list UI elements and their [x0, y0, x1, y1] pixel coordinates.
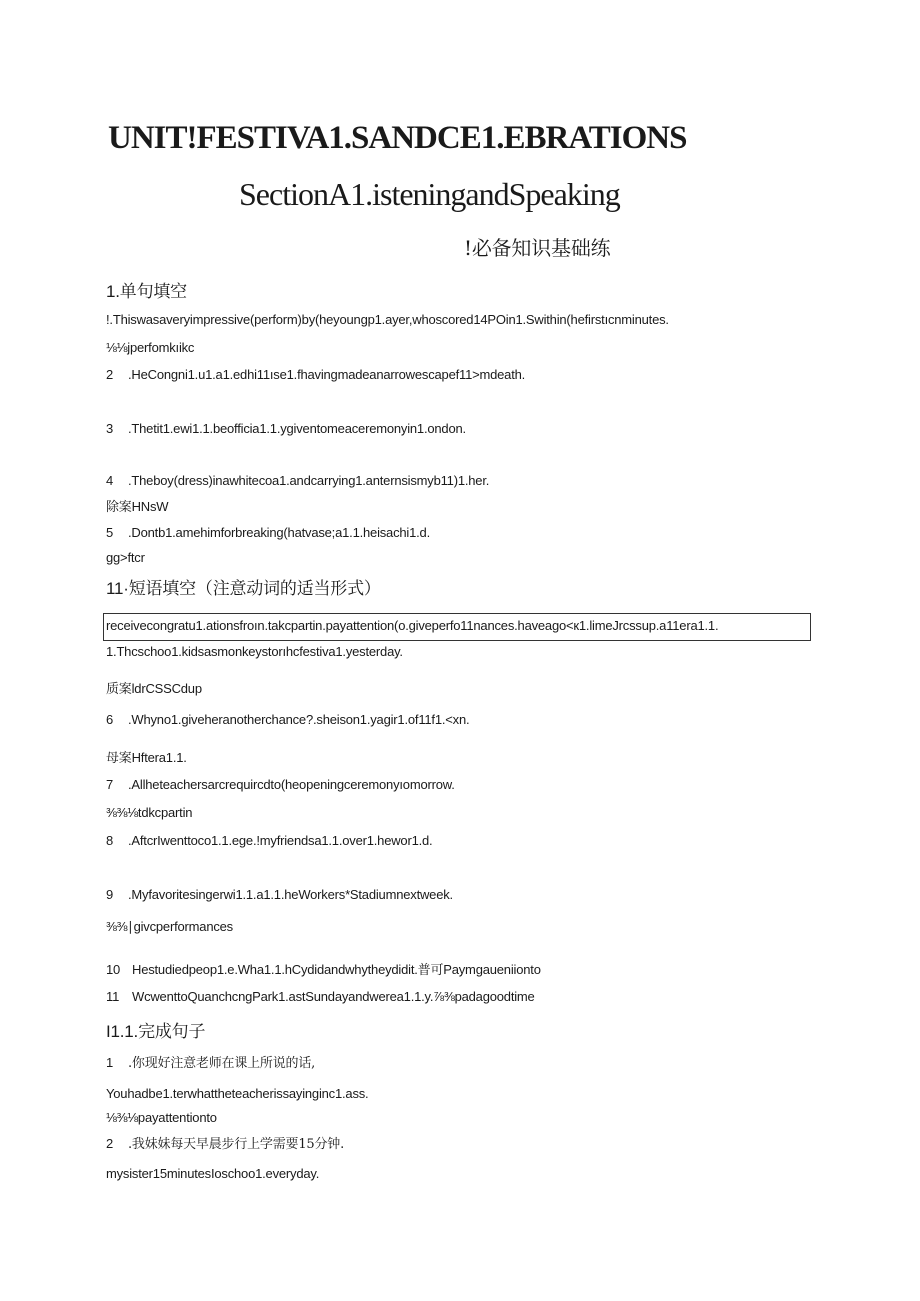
part1-item-3 [106, 421, 466, 437]
word-bank-text: receivecongratu1.ationsfroın.takcpartin.payattention(o.giveperfo11nances.haveago<к1.limeJrcssup.a11era1.1. [106, 618, 719, 633]
item-chinese: .你现好注意老师在课上所说的话, [128, 1056, 316, 1071]
part3-item-1-cn [106, 1055, 315, 1072]
item-chinese: .我妹妹每天早晨步行上学需要15分钟. [128, 1137, 345, 1152]
item-number: 7 [106, 777, 114, 792]
part3-heading: I1.1.完成句子 [106, 1022, 206, 1041]
part2-answer-6: 母案Hftera1.1. [106, 750, 187, 765]
item-text: Hestudiedpeop1.e.Wha1.1.hCydidandwhytheydidit.普可Paymgaueniionto [132, 962, 541, 977]
item-number: 11 [106, 989, 120, 1004]
item-number: 9 [106, 887, 114, 902]
part1-item-4 [106, 473, 489, 489]
part2-item-6 [106, 712, 469, 728]
item-number: 10 [106, 962, 121, 977]
sub-title: !必备知识基础练 [464, 236, 611, 260]
part2-item-7 [106, 777, 455, 793]
part2-item-8 [106, 833, 432, 849]
item-number: 6 [106, 712, 114, 727]
part3-item-1-en: Youhadbe1.terwhattheteacherissayinginc1.ass. [106, 1086, 369, 1101]
part2-answer-1: 质案ldrCSSCdup [106, 681, 202, 696]
section-title: SectionA1.isteningandSpeaking [239, 176, 620, 212]
item-text: .Whyno1.giveheranotherchance?.sheison1.yagir1.of11f1.<xn. [128, 712, 470, 727]
item-text: .AftcrIwenttoco1.1.ege.!myfriendsa1.1.over1.hewor1.d. [128, 833, 433, 848]
word-bank-box [103, 613, 811, 641]
item-number: 1 [106, 1055, 114, 1070]
part1-answer-1: ⅛⅛jperfomkıikc [106, 340, 195, 355]
part2-answer-7: ⅜⅜⅛tdkcpartin [106, 805, 193, 820]
item-number: 3 [106, 421, 114, 436]
part3-answer-1: ⅛⅜⅛payattentionto [106, 1110, 217, 1125]
item-text: .Theboy(dress)inawhitecoa1.andcarrying1.anternsismyb11)1.her. [128, 473, 490, 488]
part2-item-10 [106, 962, 541, 978]
item-text: .Myfavoritesingerwi1.1.a1.1.heWorkers*Stadiumnextweek. [128, 887, 453, 902]
unit-title: UNIT!FESTIVA1.SANDCE1.EBRATIONS [108, 120, 687, 156]
item-number: 4 [106, 473, 114, 488]
part2-item-9 [106, 887, 453, 903]
part3-item-2-en: mysister15minutesIoschoo1.everyday. [106, 1166, 320, 1181]
part2-item-1: 1.Thcschoo1.kidsasmonkeystorıhcfestiva1.yesterday. [106, 644, 403, 659]
part1-answer-5: gg>ftcr [106, 550, 145, 565]
part2-answer-9: ⅜⅜∣givcperformances [106, 919, 233, 934]
part2-heading: 11·短语填空（注意动词的适当形式） [106, 579, 381, 598]
part1-item-2 [106, 367, 525, 383]
part2-item-11 [106, 989, 535, 1005]
part3-item-2-cn [106, 1136, 344, 1153]
item-number: 8 [106, 833, 114, 848]
item-number: 2 [106, 1136, 114, 1151]
item-number: 2 [106, 367, 114, 382]
part1-item-1: !.Thiswasaveryimpressive(perform)by(heyoungp1.ayer,whoscored14POin1.Swithin(hefirstıcnminutes. [106, 312, 669, 327]
part1-answer-4: 除案HNsW [106, 499, 169, 514]
item-text: .Allheteachersarcrequircdto(heopeningceremonyıomorrow. [128, 777, 455, 792]
item-text: WcwenttoQuanchcngPark1.astSundayandwerea1.1.y.⅞⅜padagoodtime [132, 989, 535, 1004]
item-text: .HeCongni1.u1.a1.edhi11ıse1.fhavingmadeanarrowescapef11>mdeath. [128, 367, 526, 382]
item-number: 5 [106, 525, 114, 540]
part1-item-5 [106, 525, 430, 541]
part1-heading: 1.单句填空 [106, 282, 187, 301]
item-text: .Dontb1.amehimforbreaking(hatvase;a1.1.heisachi1.d. [128, 525, 430, 540]
item-text: .Thetit1.ewi1.1.beofficia1.1.ygiventomeaceremonyin1.ondon. [128, 421, 466, 436]
